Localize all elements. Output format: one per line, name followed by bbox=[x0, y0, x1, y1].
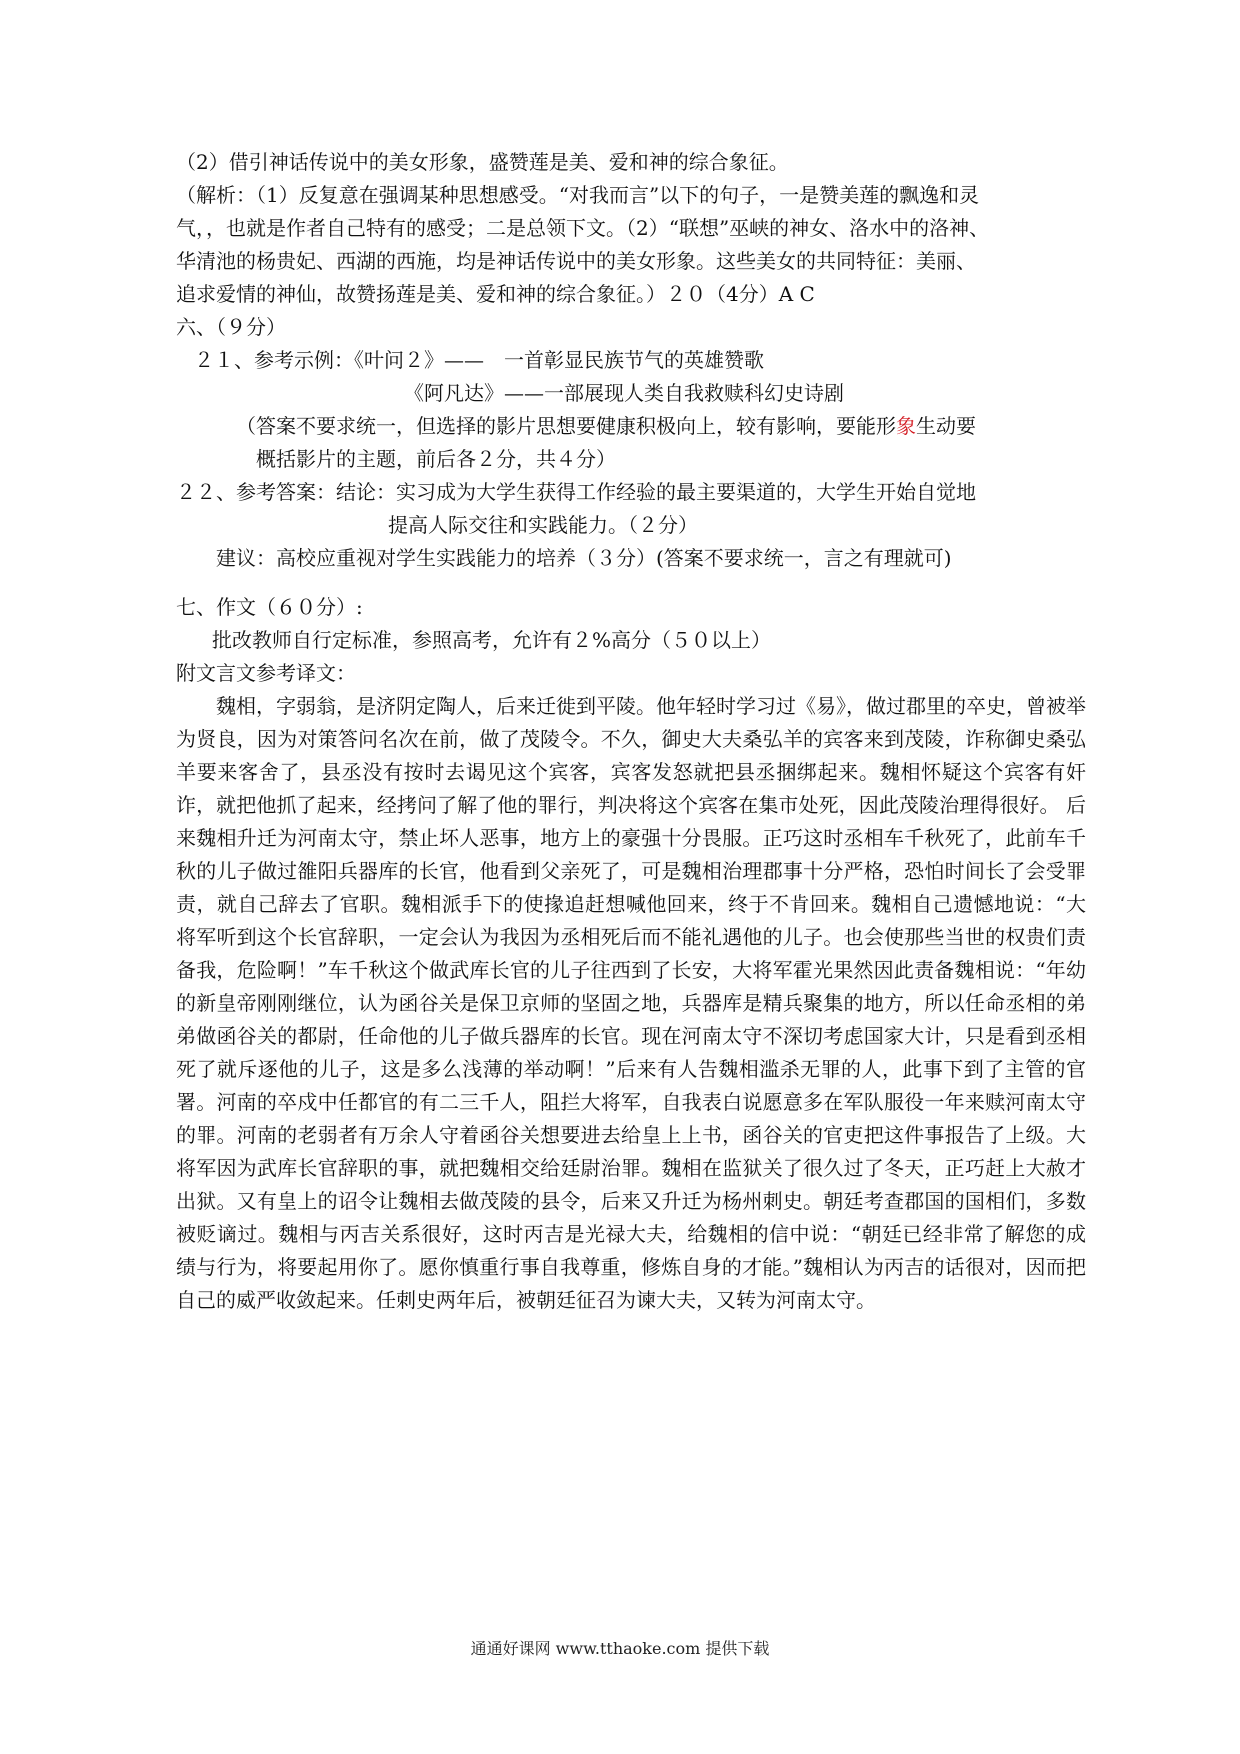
red-char: 象 bbox=[896, 414, 916, 438]
spacer bbox=[176, 575, 1086, 591]
translation-text: 魏相，字弱翁，是济阴定陶人，后来迁徙到平陵。他年轻时学习过《易》，做过郡里的卒史，曾被举为贤良，因为对策答问名次在前，做了茂陵令。不久，御史大夫桑弘羊的宾客来到茂陵，诈称御史桑弘羊要来客舍了，县丞没有按时去谒见这个宾客，宾客发怒就把县丞捆绑起来。魏相怀疑这个宾客有奸诈，就把他抓了起来，经拷问了解了他的罪行，判决将这个宾客在集市处死，因此茂陵治理得很好。 后来魏相升迁为河南太守，禁止坏人恶事，地方上的豪强十分畏服。正巧这时丞相车千秋死了，此前车千秋的儿子做过雒阳兵器库的长官，他看到父亲死了，可是魏相治理郡事十分严格，恐怕时间长了会受罪责，就自己辞去了官职。魏相派手下的使掾追赶想喊他回来，终于不肯回来。魏相自己遗憾地说：“大将军听到这个长官辞职，一定会认为我因为丞相死后而不能礼遇他的儿子。也会使那些当世的权贵们责备我，危险啊！”车千秋这个做武库长官的儿子往西到了长安，大将军霍光果然因此责备魏相说：“年幼的新皇帝刚刚继位，认为函谷关是保卫京师的坚固之地，兵器库是精兵聚集的地方，所以任命丞相的弟弟做函谷关的都尉，任命他的儿子做兵器库的长官。现在河南太守不深切考虑国家大计，只是看到丞相死了就斥逐他的儿子，这是多么浅薄的举动啊！”后来有人告魏相滥杀无罪的人，此事下到了主管的官署。河南的卒戍中任都官的有二三千人，阻拦大将军，自我表白说愿意多在军队服役一年来赎河南太守的罪。河南的老弱者有万余人守着函谷关想要进去给皇上上书，函谷关的官吏把这件事报告了上级。大将军因为武库长官辞职的事，就把魏相交给廷尉治罪。魏相在监狱关了很久过了冬天，正巧赶上大赦才出狱。又有皇上的诏令让魏相去做茂陵的县令，后来又升迁为杨州刺史。朝廷考查郡国的国相们，多数被贬谪过。魏相与丙吉关系很好，这时丙吉是光禄大夫，给魏相的信中说：“朝廷已经非常了解您的成绩与行为，将要起用你了。愿你慎重行事自我尊重，修炼自身的才能。”魏相认为丙吉的话很对，因而把自己的威严收敛起来。任刺史两年后，被朝廷征召为谏大夫，又转为河南太守。 bbox=[176, 694, 1086, 1312]
note-text: （答案不要求统一，但选择的影片思想要健康积极向上，较有影响，要能形 bbox=[236, 414, 896, 438]
q21-line: ２１、参考示例：《叶问２》—— 一首彰显民族节气的英雄赞歌 bbox=[194, 348, 764, 372]
translation-paragraph bbox=[176, 690, 1086, 1317]
note-text: 生动要 bbox=[916, 414, 976, 438]
q21-note: 概括影片的主题，前后各２分，共４分） bbox=[256, 447, 616, 471]
q22-line: ２２、参考答案：结论：实习成为大学生获得工作经验的最主要渠道的，大学生开始自觉地 bbox=[176, 480, 976, 504]
analysis-line: 气，，也就是作者自己特有的感受；二是总领下文。（2）“联想”巫峡的神女、洛水中的洛神、 bbox=[176, 216, 990, 240]
section-heading-7: 七、作文（６０分）: bbox=[176, 595, 363, 619]
q22-suggestion: 建议：高校应重视对学生实践能力的培养（３分）(答案不要求统一，言之有理就可) bbox=[216, 546, 952, 570]
section-heading-6: 六、（９分） bbox=[176, 315, 286, 339]
q21-line: 《阿凡达》——一部展现人类自我救赎科幻史诗剧 bbox=[404, 381, 844, 405]
analysis-line: （解析：（1）反复意在强调某种思想感受。“对我而言”以下的句子，一是赞美莲的飘逸和灵 bbox=[176, 183, 980, 207]
q22-line: 提高人际交往和实践能力。（２分） bbox=[388, 513, 698, 537]
analysis-line: 追求爱情的神仙，故赞扬莲是美、爱和神的综合象征。）２０（4分）A C bbox=[176, 282, 815, 306]
footer-credit: 通通好课网 www.tthaoke.com 提供下载 bbox=[470, 1639, 770, 1658]
analysis-line: 华清池的杨贵妃、西湖的西施，均是神话传说中的美女形象。这些美女的共同特征：美丽、 bbox=[176, 249, 976, 273]
q21-note bbox=[176, 410, 1086, 443]
essay-standard: 批改教师自行定标准，参照高考，允许有２%高分（５０以上） bbox=[212, 628, 772, 652]
answer-content bbox=[176, 146, 1086, 1317]
answer-line: （2）借引神话传说中的美女形象，盛赞莲是美、爱和神的综合象征。 bbox=[176, 150, 789, 174]
appendix-heading: 附文言文参考译文： bbox=[176, 661, 356, 685]
